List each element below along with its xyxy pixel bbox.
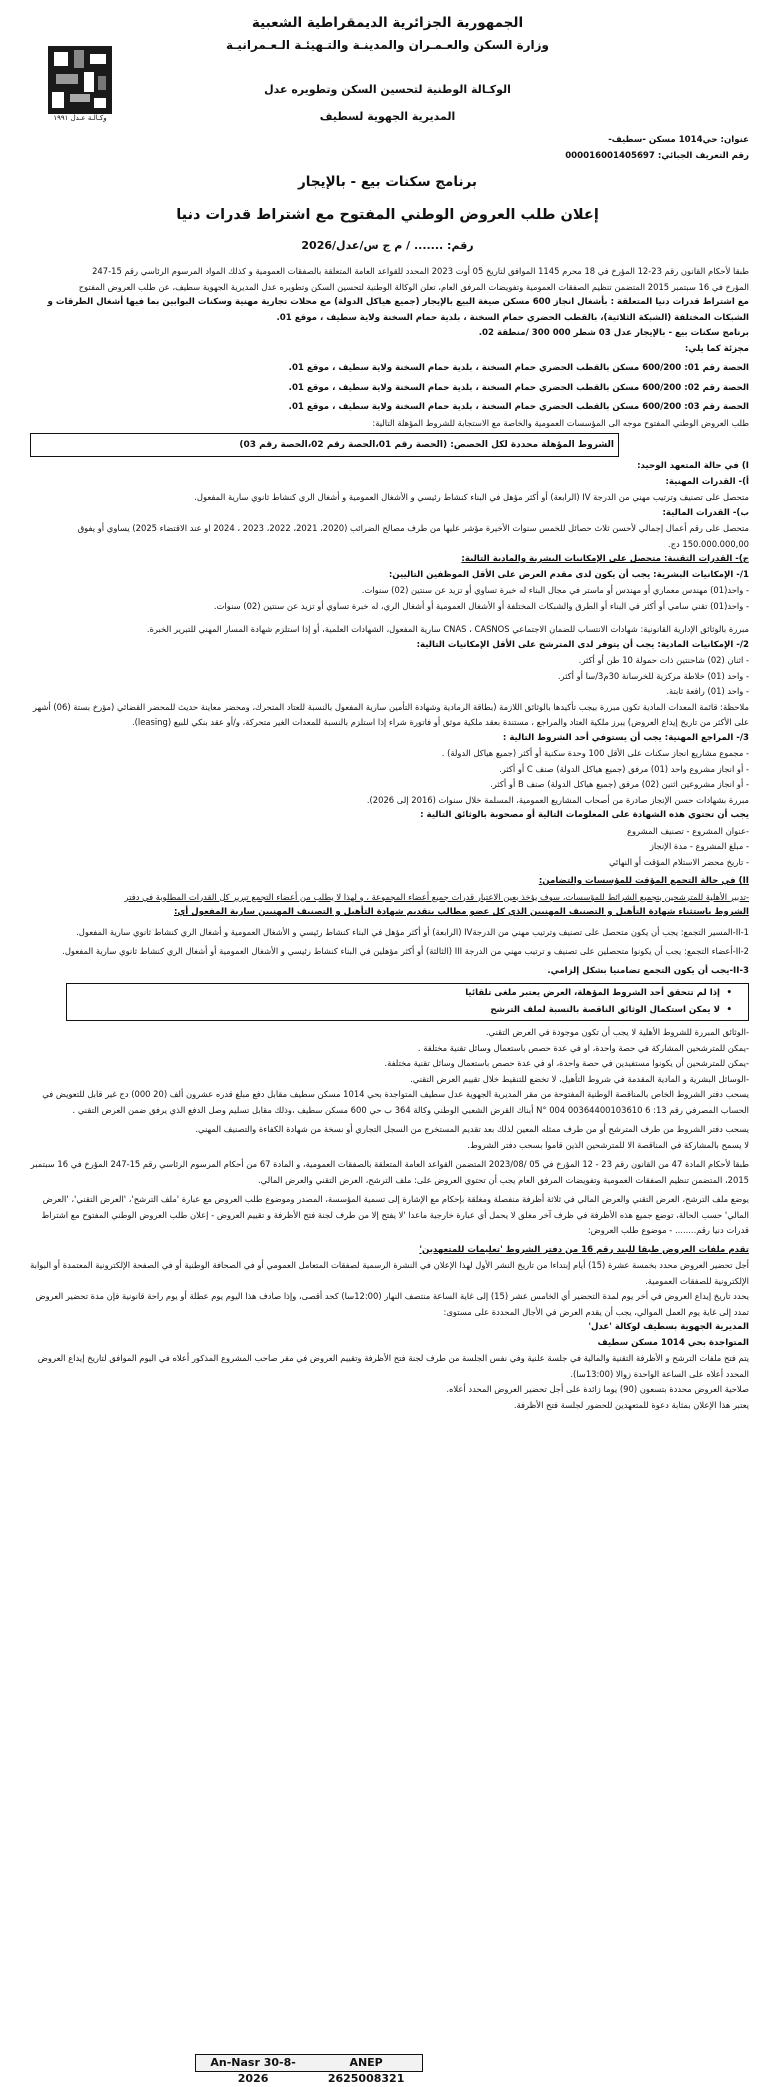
intro-line: طبقا لأحكام القانون رقم 23-12 المؤرخ في 18 محرم 1145 الموافق لتاريخ 05 أوت 2023 المحدد للقواعد العامة المتعلقة بالصفقات العمومية و كذلك المواد المرسوم الرئاسي رقم 15-247 bbox=[92, 266, 749, 276]
paragraph: -يمكن للمترشحين المشاركة في حصة واحدة، او في عدة حصص باستعمال وسائل تقنية مختلفة . bbox=[417, 1042, 749, 1053]
tax-id-line: رقم التعريف الجبائي: 000016001405697 bbox=[565, 151, 749, 161]
body-section bbox=[26, 1025, 749, 1413]
paragraph: II-1-المسير التجمع: يجب أن يكون متحصل على تصنيف وترتيب مهني من الدرجةIV (الرابعة) أو أكثر مؤهل في البناء كنشاط رئيسي و الأشغال العمومية و أشغال الري كنشاط ثانوي سارية المفعول. bbox=[76, 926, 749, 937]
warning-box bbox=[66, 983, 749, 1021]
paragraph: يتم فتح ملفات الترشح و الأظرفة التقنية والمالية في جلسة علنية وفي نفس الجلسة من طرف لجنة فتح الأظرفة وتقييم العروض في مقر صاحب المشروع المذكور أعلاه في اليوم الموافق لتاريخ إيداع العروض المحدد أعلاه على الساعة الواحدة زوالا (13:00سا). bbox=[37, 1353, 749, 1379]
list-item: - مجموع مشاريع انجاز سكنات على الأقل 100 وحدة سكنية أو أكثر (جميع هياكل الدولة) . bbox=[441, 748, 749, 758]
paragraph: مبررة بالوثائق الإدارية القانونية: شهادات الانتساب للضمان الاجتماعي CNAS ، CASNOS سارية المفعول، الشهادات العلمية، أو إذا استلزم شهادة المسار المهني للتبرير الخبرة. bbox=[146, 624, 749, 634]
section-heading: I) في حالة المتعهد الوحيد: bbox=[637, 461, 749, 471]
lot-item: الحصة رقم 02: 600/200 مسكن بالقطب الحضري حمام السخنة ، بلدية حمام السخنة ولاية سطيف ، موقع 01. bbox=[288, 382, 749, 393]
subsection-heading: 1/- الإمكانيات البشرية: يجب أن يكون لدى مقدم العرض على الأقل الموظفين التاليين: bbox=[388, 569, 749, 580]
list-item: - مبلغ المشروع - مدة الإنجاز bbox=[649, 841, 749, 851]
program-heading: برنامج سكنات بيع - بالإيجار bbox=[297, 174, 477, 190]
subsection-heading: يجب أن تحتوي هذه الشهادة على المعلومات التالية أو مصحوبة بالوثائق التالية : bbox=[420, 810, 749, 820]
paragraph: يعتبر هذا الإعلان بمثابة دعوة للمتعهدين للحضور لجلسة فتح الأظرفة. bbox=[513, 1399, 749, 1410]
conditions-box: الشروط المؤهلة محددة لكل الحصص: (الحصة رقم 01،الحصة رقم 02،الحصة رقم 03) bbox=[30, 433, 619, 457]
list-item: - واحد (01) خلاطة مركزية للخرسانة 30م3/سا أو أكثر. bbox=[557, 670, 749, 681]
announcement-title: إعلان طلب العروض الوطني المفتوح مع اشتراط قدرات دنيا bbox=[176, 207, 599, 223]
list-item: - واحد (01) رافعة ثابتة. bbox=[666, 686, 749, 696]
paragraph: II-3-يجب أن يكون التجمع تضامنيا بشكل إلزامي. bbox=[547, 965, 749, 976]
intro-section bbox=[26, 264, 749, 431]
intro-line: مجزئة كما يلي: bbox=[684, 343, 749, 354]
agency-heading: الوكـالة الوطنية لتحسين السكن وتطويره عدل bbox=[264, 83, 511, 96]
section-heading: II) في حالة التجمع المؤقت للمؤسسات والتضامن: bbox=[538, 876, 749, 886]
ministry-heading: وزارة السكن والعـمـران والمدينـة والتـهيئـة الـعـمرانيـة bbox=[226, 38, 549, 52]
paragraph: يسحب دفتر الشروط من طرف المترشح أو من طرف ممثله المعين لذلك بعد تقديم المستخرج من السجل التجاري أو نسخة من شهادة الكفاءة والتصنيف المهني. bbox=[195, 1124, 749, 1134]
paragraph: -الوسائل البشرية و المادية المقدمة في شروط التأهيل، لا تخضع للتنقيط خلال تقييم العرض التقني. bbox=[410, 1073, 749, 1084]
warning-item: • لا يمكن استكمال الوثائق الناقصة بالنسبة لملف الترشح bbox=[73, 1004, 720, 1017]
paragraph: صلاحية العروض محددة بتسعون (90) يوما زائدة على أجل تحضير العروض المحدد أعلاه. bbox=[446, 1384, 749, 1394]
paragraph: يسحب دفتر الشروط الخاص بالمناقصة الوطنية المفتوحة من مقر المديرية الجهوية عدل سطيف المتواجدة بحي 1014 مسكن سطيف مقابل دفع مبلغ قدره عشرون ألف (20 000) دج غير قابل للتعويض في الحساب المصرفي رقم 13: N° 004 00364400103610 6 أبناك القرض الشعبي الوطني وكالة 364 ب حي 600 مسكن سطيف ،وذلك مقابل تسليم وصل الدفع الذي يرفق ضمن العرض التقني . bbox=[42, 1089, 749, 1115]
intro-line: المؤرخ في 16 سبتمبر 2015 المتضمن تنظيم الصفقات العمومية وتفويضات المرفق العام، تعلن الوكالة الوطنية لتحسين السكن وتطويره عدل المديرية الجهوية سطيف، عن طلب العروض المفتوح bbox=[78, 281, 749, 292]
lots-note: طلب العروض الوطني المفتوح موجه الى المؤسسات العمومية والخاصة مع الاستجابة للشروط المؤهلة التالية: bbox=[372, 417, 749, 428]
paragraph: مبررة بشهادات حسن الإنجاز صادرة من أصحاب المشاريع العمومية، المسلمة خلال سنوات (2016 إلى 2026). bbox=[366, 794, 749, 805]
paragraph: -الوثائق المبررة للشروط الأهلية لا يجب أن تكون موجودة في العرض التقني. bbox=[485, 1027, 749, 1037]
subsection-heading: تقدم ملفات العروض طبقا للبند رقم 16 من دفتر الشروط 'تعليمات للمتعهدين' bbox=[419, 1244, 749, 1255]
paragraph: المتواجدة بحي 1014 مسكن سطيف bbox=[597, 1337, 749, 1348]
anep-reference: ANEP 2625008321 bbox=[327, 2056, 405, 2085]
list-item: - واحد(01) تقني سامي أو أكثر في البناء أو الطرق والشبكات المختلفة أو الأشغال العمومية أو أشغال الري، له خبرة تساوي أو تزيد عن سنتين (02) سنوات. bbox=[213, 600, 749, 611]
paragraph: يوضع ملف الترشح، العرض التقني والعرض المالي في ثلاثة أظرفة منفصلة ومغلقة بإحكام مع الإشارة إلى تسمية المؤسسة، المصدر وموضوع طلب العروض مع عبارة 'ملف الترشح'، 'العرض التقني'، 'العرض المالي' حسب الحالة، توضع جميع هذه الأظرفة في ظرف آخر مغلق لا يحمل أي عبارة خارجية ماعدا 'لا يفتح إلا من طرف لجنة فتح الأظرفة و تقييم العروض - إعلان طلب العروض الوطني المفتوح مع اشتراط قدرات دنيا رقم........ - موضوع طلب العروض: bbox=[41, 1194, 749, 1235]
subsection-heading: ب)- القدرات المالية: bbox=[662, 507, 749, 518]
list-item: - واحد(01) مهندس معماري أو مهندس أو ماستر في مجال البناء له خبرة تساوي أو تزيد عن سنتين (02) سنوات. bbox=[361, 585, 749, 595]
paragraph: الشروط باستثناء شهادة التأهيل و التصنيف المهنيين الذي كل عضو مطالب بتقديم شهادة التأهيل و التصنيف المهنيين سارية المفعول أي: bbox=[173, 907, 749, 917]
paragraph: II-2-أعضاء التجمع: يجب أن يكونوا متحصلين على تصنيف و ترتيب مهني من الدرجة III (الثالثة) أو أكثر مؤهلين في البناء كنشاط رئيسي و الأشغال العمومية أو أشغال الري كنشاط ثانوي سارية المفعول. bbox=[62, 946, 749, 956]
aadl-logo-icon bbox=[48, 46, 112, 114]
paragraph: متحصل على تصنيف وترتيب مهني من الدرجة IV (الرابعة) أو أكثر مؤهل في البناء كنشاط رئيسي و الأشغال العمومية و أشغال الري كنشاط ثانوي سارية المفعول. bbox=[194, 492, 749, 502]
subsection-heading: ج)- القدرات التقنية: متحصل على الإمكانيات البشرية والمادية التالية: bbox=[461, 554, 749, 564]
logo-caption: وكـالـة عـدل ١٩٩١ bbox=[53, 114, 107, 122]
paragraph: لا يسمح بالمشاركة في المناقصة الا للمترشحين الذين قاموا بسحب دفتر الشروط. bbox=[467, 1139, 749, 1150]
address-block bbox=[449, 132, 749, 164]
paragraph: ملاحظة: قائمة المعدات المادية تكون مبررة بيجب تأكيدها بالوثائق اللازمة (بطاقة الرمادية وشهادة التأمين سارية المفعول بالنسبة للعتاد المتحرك، ومحضر معاينة حديث للمحضر القضائي (مؤرخ بستة (06) أشهر على الأكثر من تاريخ إيداع العروض) يبرز ملكية العتاد والمراجع ، مستندة بعقد ملكية موثق أو فاتورة شراء إذا استلزم بالنسبة للمعدات الغير متحركة، و/أو عقد بنكي للبيع (leasing). bbox=[32, 701, 749, 727]
paragraph: يحدد تاريخ إيداع العروض في أخر يوم لمدة التحضير أي الخامس عشر (15) إلى غاية الساعة منتصف النهار (12:00سا) كحد أقصى، وإذا صادف هذا اليوم يوم عطلة أو يوم راحة قانونية فإن مدة تحضير العروض تمدد إلى غاية يوم العمل الموالي، يجب أن يقدم العرض في الأجال المحددة على مستوى: bbox=[35, 1291, 749, 1317]
warning-item: • إذا لم تتحقق أحد الشروط المؤهلة، العرض يعتبر ملغى تلقائيا bbox=[73, 987, 720, 1000]
direction-heading: المديرية الجهوية لسطيف bbox=[319, 110, 456, 123]
section-consortium bbox=[26, 874, 749, 979]
paragraph: -تدبير الأهلية للمترشحين بتجميع الشرائط للمؤسسات، سوف يؤخذ بعين الاعتبار قدرات جميع أعضاء المجموعة ، و لهذا لا يطلب من أعضاء التجمع تبرير كل القدرات المطلوبة في دفتر bbox=[124, 891, 749, 902]
paragraph: أجل تحضير العروض محدد بخمسة عشرة (15) أيام إبتداءا من تاريخ النشر الأول لهذا الإعلان في النشرة الرسمية لصفقات المتعامل العمومي أو في الصحافة الوطنية أو في الصفحة الإلكترونية المعتمدة أو البوابة الإلكترونية للصفقات العمومية. bbox=[30, 1260, 749, 1286]
section-single-bidder bbox=[26, 459, 749, 870]
intro-line: برنامج سكنات بيع - بالإيجار عدل 03 شطر 000 300 /منطقة 02. bbox=[478, 328, 749, 338]
lot-item: الحصة رقم 03: 600/200 مسكن بالقطب الحضري حمام السخنة ، بلدية حمام السخنة ولاية سطيف ، موقع 01. bbox=[288, 402, 749, 412]
paragraph: المديرية الجهوية بسطيف لوكالة 'عدل' bbox=[588, 1322, 749, 1332]
list-item: - اثنان (02) شاحنتين ذات حمولة 10 طن أو أكثر. bbox=[578, 655, 749, 665]
list-item: - تاريخ محضر الاستلام المؤقت أو النهائي bbox=[608, 856, 749, 867]
address-line: عنوان: حي1014 مسكن -سطيف- bbox=[608, 135, 749, 145]
paragraph: طبقا لأحكام المادة 47 من القانون رقم 23 - 12 المؤرخ في 05 /2023/08 المتضمن القواعد العامة المتعلقة بالصفقات العمومية، و المادة 67 من أحكام المرسوم الرئاسي رقم 15-247 المؤرخ في 16 سبتمبر 2015، المتضمن تنظيم الصفقات العمومية وتفويضات المرفق العام يجب أن تحتوي العروض على: ملف الترشح، العرض التقني والعرض المالي. bbox=[30, 1159, 749, 1185]
subsection-heading: أ)- القدرات المهنية: bbox=[665, 476, 749, 487]
publication-footer bbox=[195, 2054, 423, 2085]
intro-line: الشبكات المختلفة (الشبكة الثلاثية)، بالقطب الحضري حمام السخنة ، بلدية حمام السخنة ولاية سطيف ، موقع 01. bbox=[276, 312, 749, 323]
publisher-label: An-Nasr 30-8-2026 bbox=[210, 2056, 296, 2085]
intro-line: مع اشتراط قدرات دنيا المتعلقة : بأشغال انجاز 600 مسكن صيغة البيع بالإيجار (جميع هياكل الدولة) مع محلات تجارية مهنية وسكنات البوابين بما فيها أشغال الطرقات و bbox=[47, 297, 749, 307]
announcement-number: رقم: ....... / م ج س/عدل/2026 bbox=[301, 239, 474, 252]
subsection-heading: 2/- الإمكانيات المادية: يجب أن يتوفر لدى المترشح على الأقل الإمكانيات التالية: bbox=[416, 639, 749, 650]
republic-heading: الجمهورية الجزائرية الديمقراطية الشعبية bbox=[251, 15, 524, 31]
paragraph: -يمكن للمترشحين أن يكونوا مستفيدين في حصة واحدة، او في عدة حصص باستعمال وسائل تقنية مختلفة. bbox=[384, 1058, 749, 1068]
list-item: -عنوان المشروع - تصنيف المشروع bbox=[626, 825, 749, 836]
paragraph: متحصل على رقم أعمال إجمالي لأحسن ثلاث حصائل للخمس سنوات الأخيرة مؤشر عليها من طرف مصالح الضرائب (2020، 2021، 2022، 2023 ، 2024 او عند الاقتضاء 2025) يساوي أو يفوق 150.000.000,00 دج. bbox=[77, 523, 749, 549]
list-item: - أو انجاز مشروع واحد (01) مرفق (جميع هياكل الدولة) صنف C أو أكثر. bbox=[499, 763, 749, 774]
list-item: - أو انجاز مشروعين اثنين (02) مرفق (جميع هياكل الدولة) صنف B أو أكثر. bbox=[490, 779, 749, 789]
lot-item: الحصة رقم 01: 600/200 مسكن بالقطب الحضري حمام السخنة ، بلدية حمام السخنة ولاية سطيف ، موقع 01. bbox=[288, 363, 749, 373]
subsection-heading: 3/- المراجع المهنية: يجب أن يستوفي أحد الشروط التالية : bbox=[502, 732, 749, 743]
